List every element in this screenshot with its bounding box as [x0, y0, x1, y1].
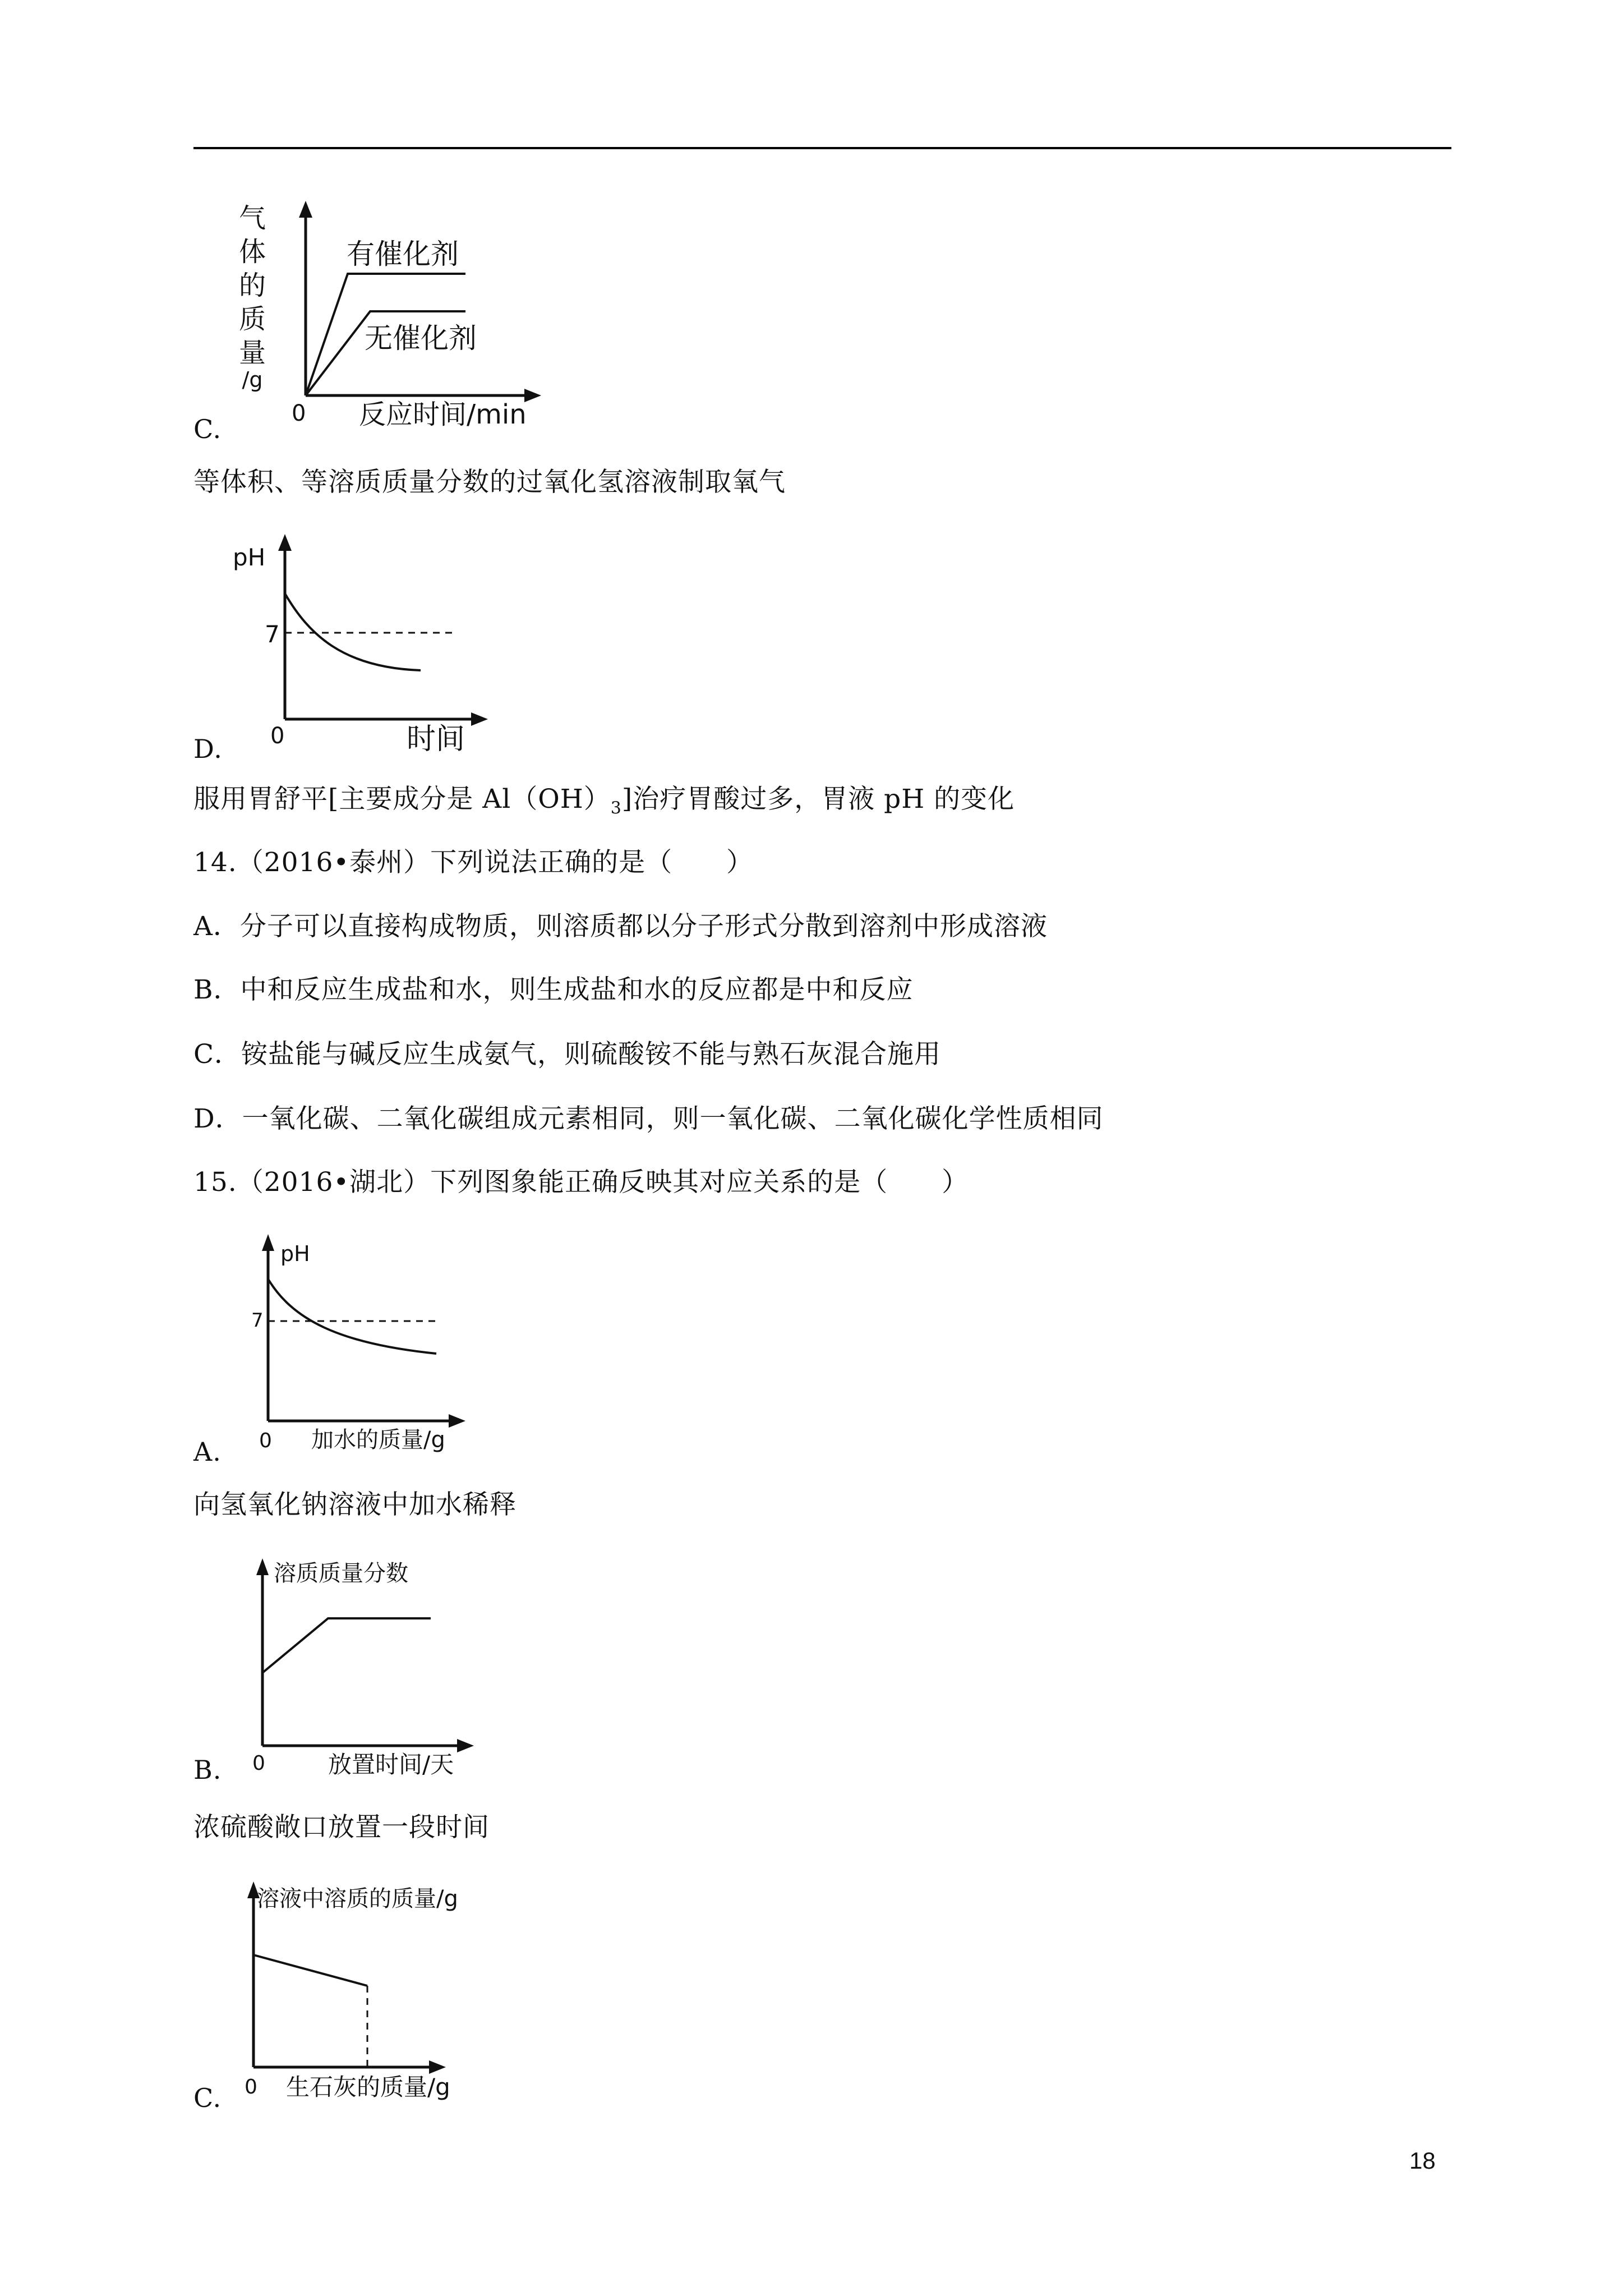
caption-c2: 服用胃舒平[主要成分是 $Al(OH)_3$]治疗胃酸过多，胃液 pH 的变化: [193, 784, 1015, 818]
ylabel-char: 量: [238, 337, 266, 369]
y-axis-label: 溶质质量分数: [274, 1561, 408, 1586]
origin-label: 0: [292, 401, 306, 426]
x-axis-label: 加水的质量/g: [311, 1427, 445, 1453]
x-axis-arrow: [429, 2060, 446, 2074]
x-axis-label: 放置时间/天: [328, 1751, 454, 1778]
ylabel-char: 气: [238, 203, 266, 234]
origin-label: 0: [245, 2076, 257, 2099]
series-label-without-catalyst: 无催化剂: [365, 322, 477, 355]
ylabel-unit: /g: [242, 367, 263, 392]
question-14-option-d: D．一氧化碳、二氧化碳组成元素相同，则一氧化碳、二氧化碳化学性质相同: [193, 1103, 1104, 1134]
caption-c4: 浓硫酸敞口放置一段时间: [193, 1812, 490, 1843]
y-axis-arrow: [278, 534, 292, 551]
chart-ph-antacid: [224, 527, 505, 763]
caption-c1: 等体积、等溶质质量分数的过氧化氢溶液制取氧气: [193, 467, 786, 498]
origin-label: 0: [259, 1429, 272, 1452]
x-axis-arrow: [449, 1414, 465, 1428]
option-label-c2: C.: [193, 2083, 222, 2113]
ref-value-label: 7: [251, 1309, 264, 1332]
option-label-b: B.: [193, 1755, 222, 1785]
x-axis-arrow: [471, 712, 488, 726]
question-14-option-a: A．分子可以直接构成物质，则溶质都以分子形式分散到溶剂中形成溶液: [193, 911, 1048, 942]
x-axis-label: 生石灰的质量/g: [286, 2073, 450, 2101]
y-axis-label: 溶液中溶质的质量/g: [257, 1886, 458, 1912]
x-axis-arrow: [457, 1739, 474, 1752]
y-axis-label: pH: [233, 544, 266, 571]
mass-fraction-curve: [262, 1618, 431, 1673]
chart-quicklime: [224, 1874, 494, 2109]
x-axis-label: 时间: [407, 723, 465, 756]
y-axis-arrow: [262, 1234, 274, 1251]
question-14-option-c: C．铵盐能与碱反应生成氨气，则硫酸铵不能与熟石灰混合施用: [193, 1039, 941, 1070]
chart-ph-dilution: [224, 1223, 482, 1458]
option-label-a: A.: [193, 1437, 222, 1467]
series-label-with-catalyst: 有催化剂: [347, 238, 459, 270]
caption-c3: 向氢氧化钠溶液中加水稀释: [193, 1489, 517, 1520]
chart-gas-mass: [224, 196, 561, 443]
ylabel-char: 的: [238, 270, 266, 301]
header-rule: [193, 147, 1451, 149]
x-axis-arrow: [524, 389, 541, 402]
question-15-stem: 15.（2016•湖北）下列图象能正确反映其对应关系的是（ ）: [193, 1167, 969, 1198]
y-axis-arrow: [256, 1558, 269, 1575]
chart-gas-mass-ylabel: [239, 203, 266, 392]
ylabel-char: 质: [238, 303, 266, 335]
ph-curve: [268, 1279, 436, 1354]
option-label-c: C.: [193, 414, 222, 444]
origin-label: 0: [270, 723, 285, 749]
chart-sulfuric-acid: [224, 1548, 482, 1784]
y-axis-arrow: [299, 201, 312, 218]
ylabel-char: 体: [238, 236, 266, 268]
question-14-stem: 14.（2016•泰州）下列说法正确的是（ ）: [193, 847, 754, 878]
solute-mass-curve: [253, 1955, 367, 1986]
y-axis-label: pH: [280, 1241, 310, 1266]
option-label-d: D.: [193, 734, 223, 764]
page-number: 18: [1409, 2147, 1436, 2174]
ref-value-label: 7: [265, 620, 280, 648]
question-14-option-b: B．中和反应生成盐和水，则生成盐和水的反应都是中和反应: [193, 974, 914, 1005]
x-axis-label: 反应时间/min: [359, 399, 527, 430]
origin-label: 0: [252, 1752, 265, 1775]
